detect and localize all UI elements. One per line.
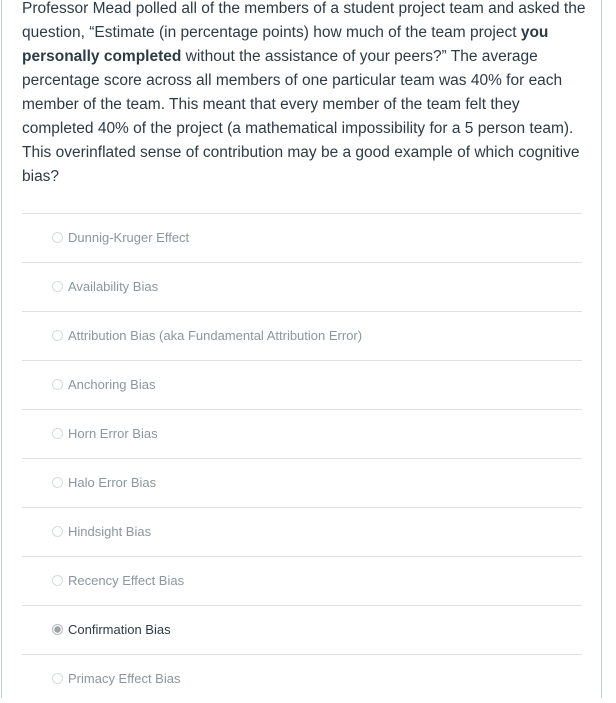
question-text-part1: Professor Mead polled all of the members of a student project team and asked the question, “Estimate (in percentage points) how much of the team project: [22, 0, 586, 41]
answer-label: Anchoring Bias: [68, 377, 156, 392]
question-text-part2: without the assistance of your peers?” The average percentage score across all members of one particular team was 40% for each member of the team. This meant that every member of the team felt they completed 40% of the project (a mathematical impossibility for a 5 person team). This overinflated sense of contribution may be a good example of which cognitive bias?: [22, 48, 580, 185]
radio-button[interactable]: [52, 624, 63, 635]
answer-option[interactable]: [22, 556, 582, 605]
answer-option[interactable]: [22, 213, 582, 262]
answer-label: Horn Error Bias: [68, 426, 158, 441]
answer-label: Hindsight Bias: [68, 524, 152, 539]
answer-label: Confirmation Bias: [68, 622, 171, 637]
radio-button[interactable]: [52, 575, 63, 586]
answer-label: Dunnig-Kruger Effect: [68, 230, 190, 245]
radio-button[interactable]: [52, 281, 63, 292]
answer-label: Attribution Bias (aka Fundamental Attribution Error): [68, 328, 363, 343]
radio-button[interactable]: [52, 526, 63, 537]
radio-button[interactable]: [52, 477, 63, 488]
radio-button[interactable]: [52, 379, 63, 390]
answer-option[interactable]: [22, 458, 582, 507]
answer-option[interactable]: [22, 311, 582, 360]
radio-button[interactable]: [52, 330, 63, 341]
answer-option[interactable]: [22, 360, 582, 409]
answer-option[interactable]: [22, 409, 582, 458]
answer-label: Recency Effect Bias: [68, 573, 185, 588]
answer-list: [22, 213, 582, 703]
radio-button[interactable]: [52, 232, 63, 243]
question-text: [22, 0, 587, 189]
radio-button[interactable]: [52, 673, 63, 684]
answer-option[interactable]: [22, 654, 582, 703]
question-text-emphasis: you personally completed: [22, 24, 549, 65]
answer-label: Primacy Effect Bias: [68, 671, 181, 686]
answer-option[interactable]: [22, 507, 582, 556]
radio-button[interactable]: [52, 428, 63, 439]
answer-option-selected[interactable]: [22, 605, 582, 654]
answer-label: Halo Error Bias: [68, 475, 157, 490]
answer-option[interactable]: [22, 262, 582, 311]
answer-label: Availability Bias: [68, 279, 159, 294]
